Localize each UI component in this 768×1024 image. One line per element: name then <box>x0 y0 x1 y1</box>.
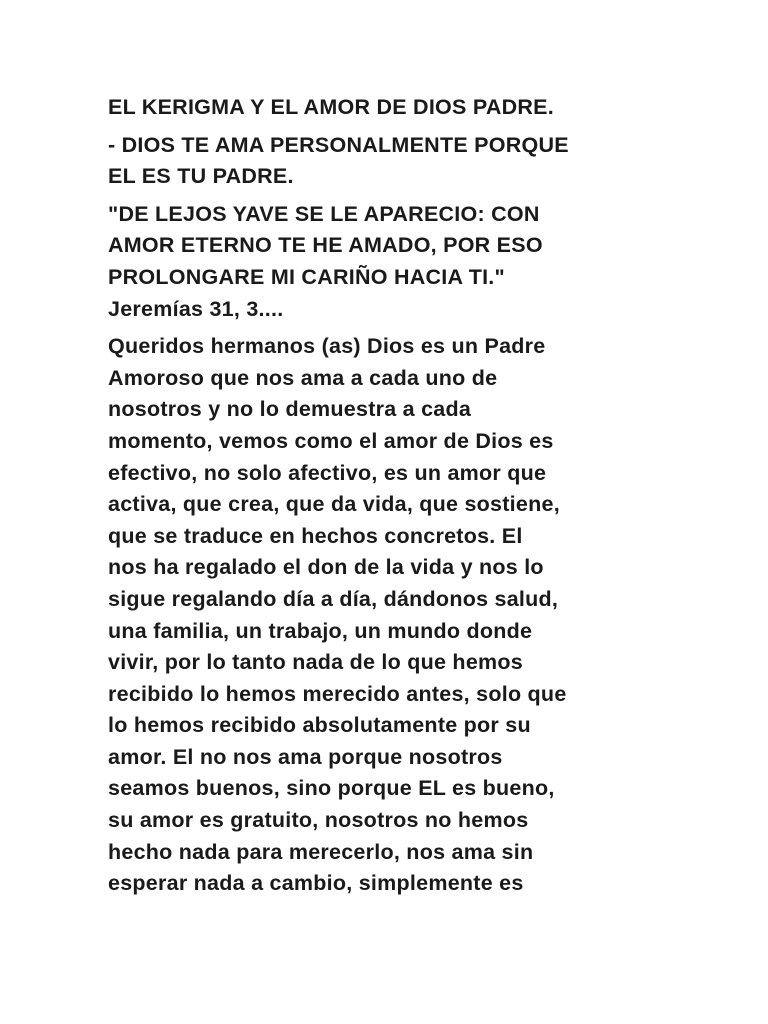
body-paragraph <box>108 331 688 900</box>
title-line: EL KERIGMA Y EL AMOR DE DIOS PADRE. <box>108 95 554 119</box>
body-line: recibido lo hemos merecido antes, solo que <box>108 681 567 706</box>
quote-citation: Jeremías 31, 3.... <box>108 296 284 321</box>
body-line: efectivo, no solo afectivo, es un amor que <box>108 460 547 485</box>
subtitle-line: - DIOS TE AMA PERSONALMENTE PORQUE <box>108 132 569 157</box>
quote-line: AMOR ETERNO TE HE AMADO, POR ESO <box>108 233 543 258</box>
subtitle-line: EL ES TU PADRE. <box>108 164 294 189</box>
body-line: nos ha regalado el don de la vida y nos lo <box>108 555 544 580</box>
body-line: activa, que crea, que da vida, que sostiene, <box>108 492 560 517</box>
body-line: nosotros y no lo demuestra a cada <box>108 397 472 422</box>
body-line: vivir, por lo tanto nada de lo que hemos <box>108 650 523 675</box>
body-line: hecho nada para merecerlo, nos ama sin <box>108 839 534 864</box>
body-line: amor. El no nos ama porque nosotros <box>108 744 503 769</box>
quote-line: "DE LEJOS YAVE SE LE APARECIO: CON <box>108 201 540 226</box>
body-line: Amoroso que nos ama a cada uno de <box>108 365 498 390</box>
body-line: lo hemos recibido absolutamente por su <box>108 713 531 738</box>
body-line: momento, vemos como el amor de Dios es <box>108 428 554 453</box>
body-line: una familia, un trabajo, un mundo donde <box>108 618 533 643</box>
body-line: que se traduce en hechos concretos. El <box>108 523 523 548</box>
body-line: su amor es gratuito, nosotros no hemos <box>108 808 529 833</box>
body-line: esperar nada a cambio, simplemente es <box>108 871 524 896</box>
scripture-quote <box>108 199 688 325</box>
document-title <box>108 92 688 124</box>
document-page <box>108 92 688 900</box>
document-subtitle <box>108 130 688 193</box>
body-line: seamos buenos, sino porque EL es bueno, <box>108 776 555 801</box>
quote-line: PROLONGARE MI CARIÑO HACIA TI." <box>108 264 505 289</box>
body-line: sigue regalando día a día, dándonos salud, <box>108 586 559 611</box>
body-line: Queridos hermanos (as) Dios es un Padre <box>108 334 546 359</box>
